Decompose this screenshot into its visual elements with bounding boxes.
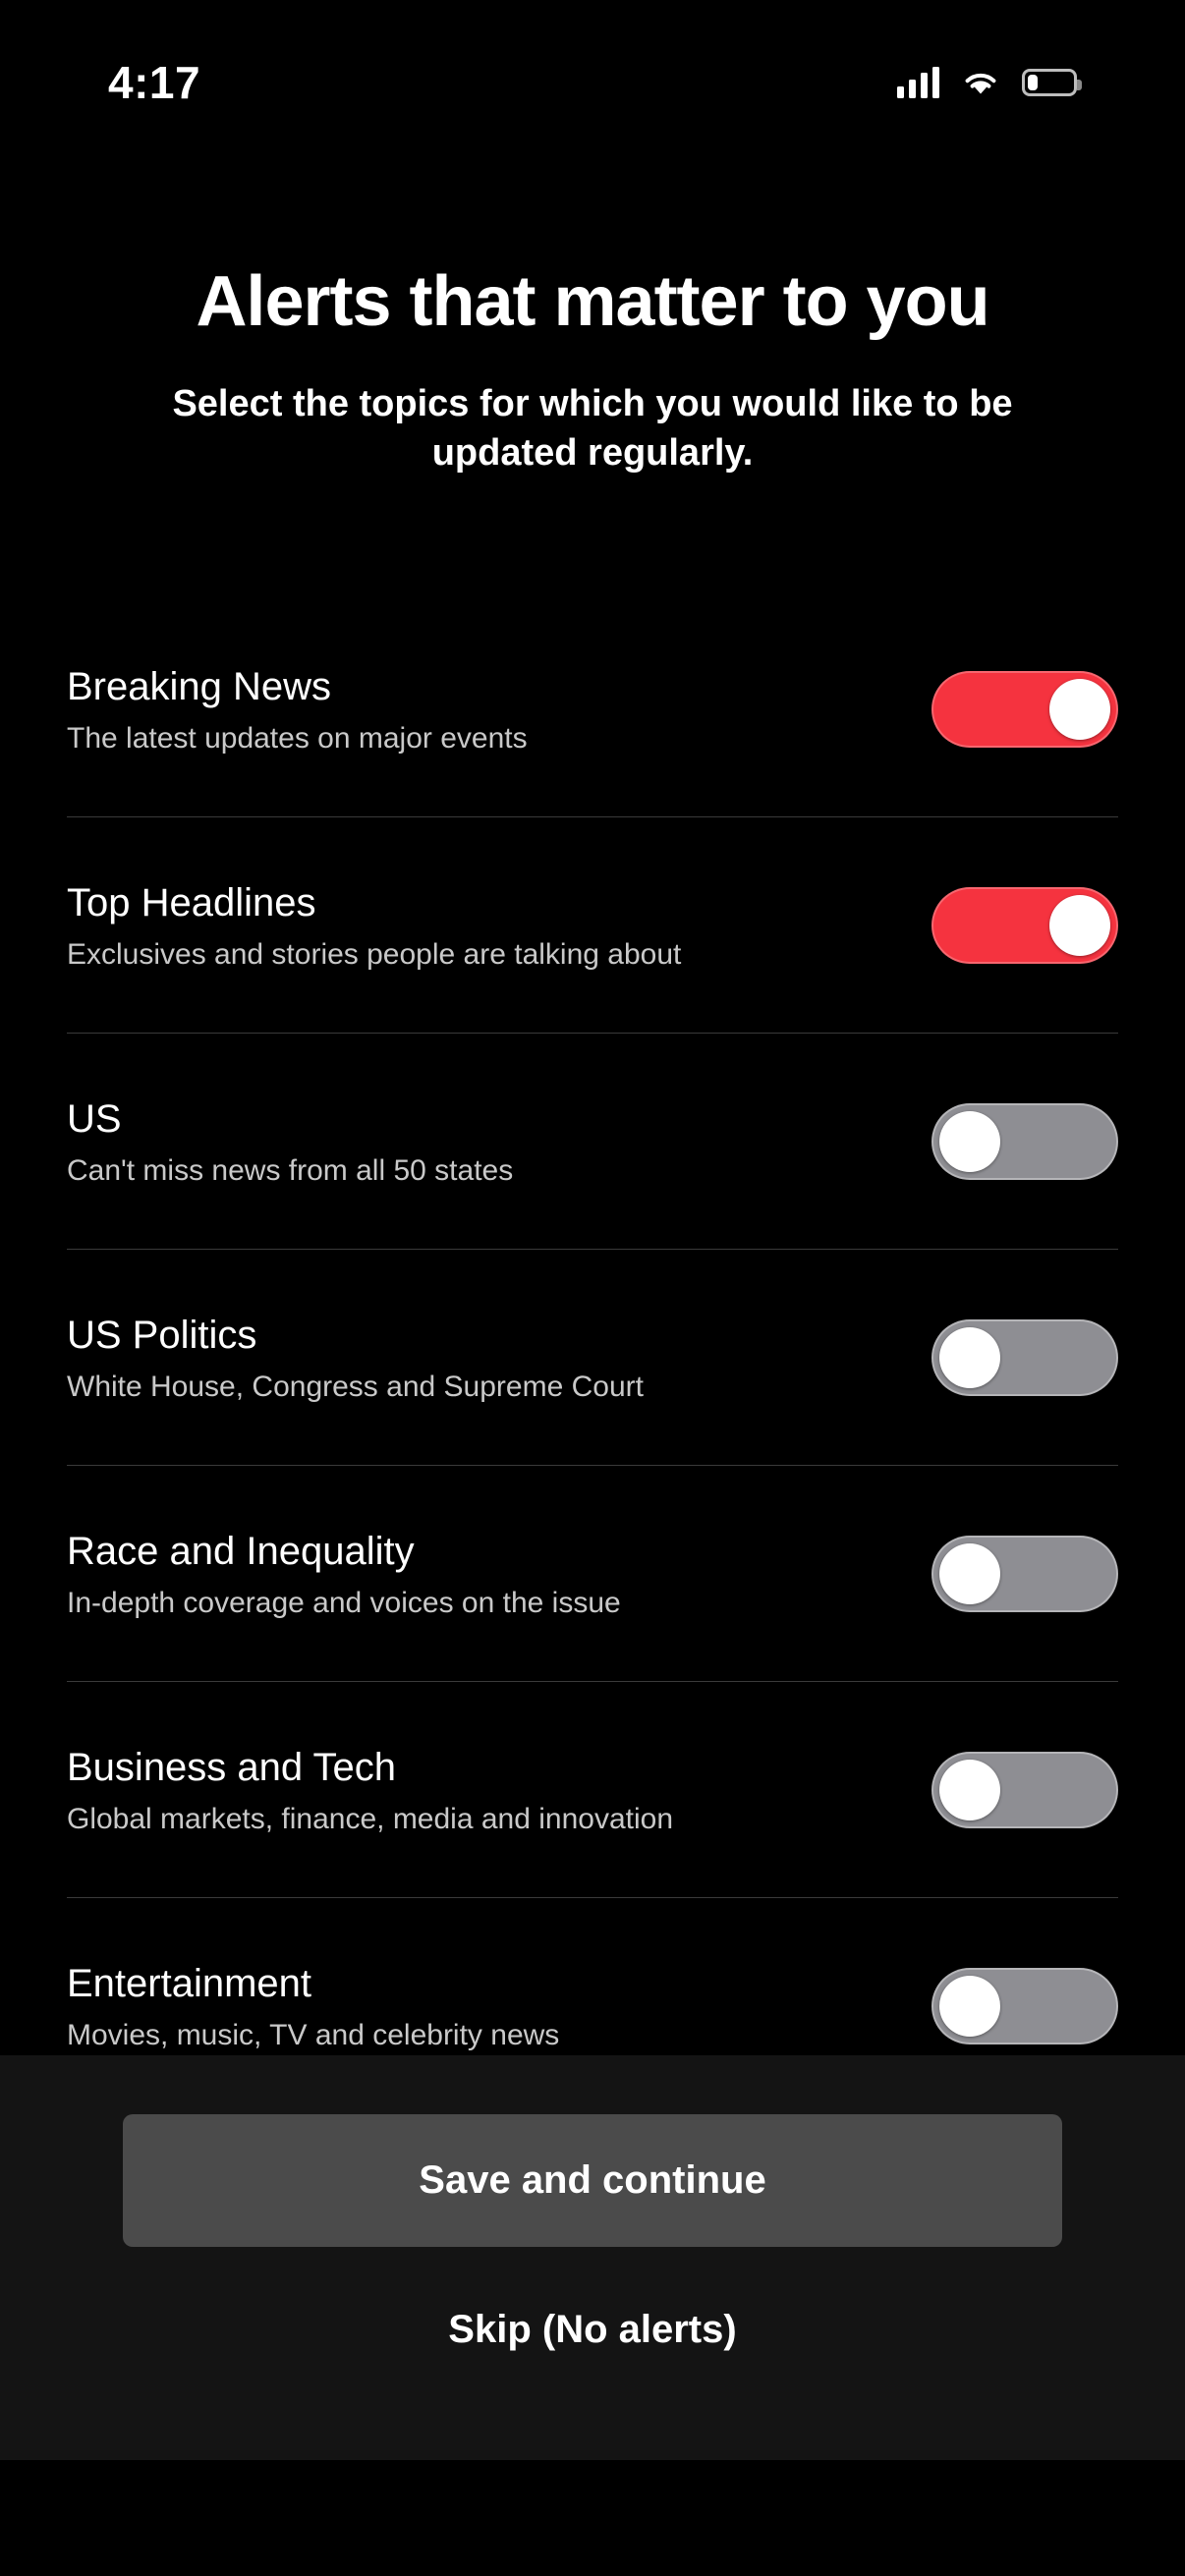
signal-bars-icon — [897, 67, 939, 98]
footer-actions — [0, 2055, 1185, 2460]
toggle-knob — [1049, 679, 1110, 740]
status-time: 4:17 — [108, 57, 201, 108]
skip-no-alerts-button[interactable]: Skip (No alerts) — [123, 2308, 1062, 2352]
page-header — [0, 262, 1185, 477]
toggle-knob — [939, 1111, 1000, 1172]
topic-row-business-and-tech[interactable] — [67, 1682, 1118, 1898]
topic-description: Movies, music, TV and celebrity news — [67, 2018, 560, 2051]
topic-text — [67, 1962, 559, 2051]
toggle-knob — [939, 1327, 1000, 1388]
page-subtitle: Select the topics for which you would like to be updated regularly. — [172, 382, 1013, 474]
topic-title: Race and Inequality — [67, 1529, 415, 1573]
battery-low-icon — [1022, 69, 1077, 96]
topic-text — [67, 1746, 673, 1835]
topic-description: Global markets, finance, media and innovation — [67, 1802, 674, 1835]
topic-description: Can't miss news from all 50 states — [67, 1153, 514, 1187]
topic-toggle-entertainment[interactable] — [931, 1968, 1118, 2044]
topic-title: Breaking News — [67, 664, 332, 708]
topic-toggle-top-headlines[interactable] — [931, 887, 1118, 964]
topic-description: The latest updates on major events — [67, 721, 528, 755]
topic-row-breaking-news[interactable] — [67, 601, 1118, 817]
topic-text — [67, 1530, 621, 1619]
topic-row-race-and-inequality[interactable] — [67, 1466, 1118, 1682]
topic-toggle-business-and-tech[interactable] — [931, 1752, 1118, 1828]
topic-list — [0, 601, 1185, 2055]
home-indicator-area — [0, 2460, 1185, 2576]
toggle-knob — [939, 1543, 1000, 1604]
page-title: Alerts that matter to you — [196, 262, 989, 341]
topic-row-entertainment[interactable] — [67, 1898, 1118, 2055]
topic-row-us-politics[interactable] — [67, 1250, 1118, 1466]
topic-description: Exclusives and stories people are talking about — [67, 937, 682, 971]
topic-text — [67, 1314, 644, 1403]
status-icons — [897, 67, 1077, 98]
topic-description: In-depth coverage and voices on the issue — [67, 1586, 621, 1619]
topic-toggle-us[interactable] — [931, 1103, 1118, 1180]
save-and-continue-button[interactable]: Save and continue — [123, 2114, 1062, 2247]
topic-text — [67, 881, 681, 971]
topic-row-us[interactable] — [67, 1034, 1118, 1250]
topic-title: Top Headlines — [67, 880, 316, 924]
topic-title: US Politics — [67, 1313, 257, 1357]
topic-title: US — [67, 1096, 122, 1141]
topic-text — [67, 665, 528, 755]
topic-title: Entertainment — [67, 1961, 312, 2005]
topic-toggle-us-politics[interactable] — [931, 1319, 1118, 1396]
topic-title: Business and Tech — [67, 1745, 397, 1789]
topic-toggle-breaking-news[interactable] — [931, 671, 1118, 748]
topic-description: White House, Congress and Supreme Court — [67, 1370, 644, 1403]
topic-row-top-headlines[interactable] — [67, 817, 1118, 1034]
status-bar — [0, 0, 1185, 147]
topic-text — [67, 1097, 513, 1187]
toggle-knob — [939, 1976, 1000, 2037]
toggle-knob — [1049, 895, 1110, 956]
toggle-knob — [939, 1760, 1000, 1820]
topic-toggle-race-and-inequality[interactable] — [931, 1536, 1118, 1612]
wifi-icon — [961, 68, 1000, 97]
